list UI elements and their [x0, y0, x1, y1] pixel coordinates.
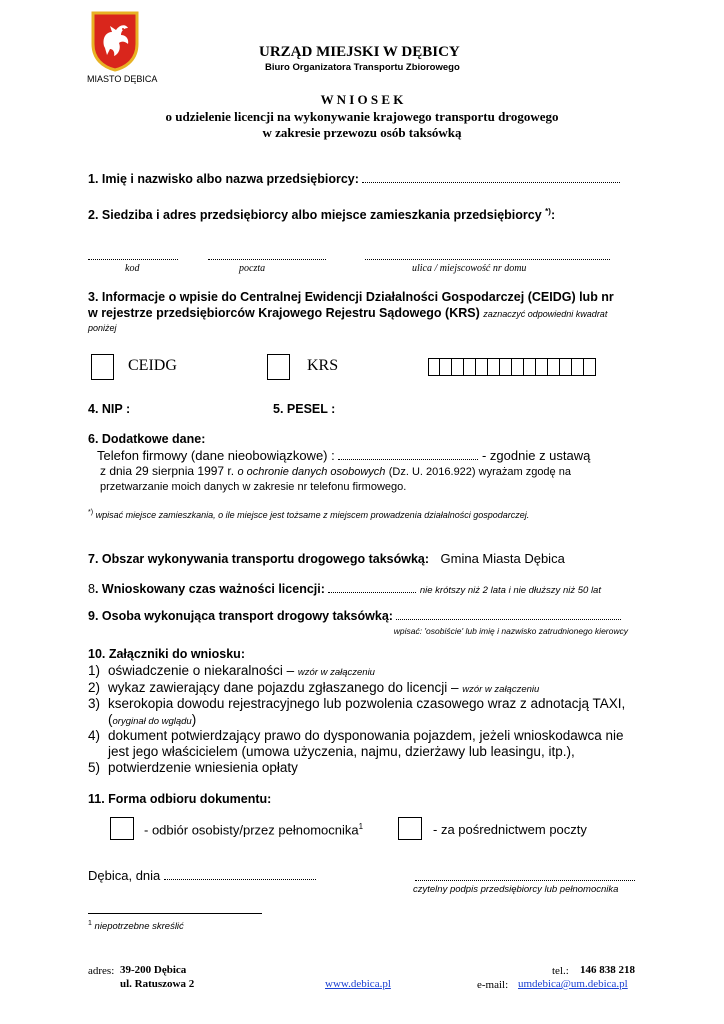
- form-title-line1: o udzielenie licencji na wykonywanie krajowego transportu drogowego: [165, 109, 559, 124]
- footer-email-link[interactable]: umdebica@um.debica.pl: [518, 978, 628, 990]
- law-name: o ochronie danych osobowych: [237, 466, 386, 478]
- footnote-divider: [88, 913, 262, 914]
- attachment-note: wzór w załączeniu: [297, 667, 375, 678]
- krs-number-grid[interactable]: [428, 358, 596, 376]
- section3-line2-text: w rejestrze przedsiębiorców Krajowego Rejestru Sądowego (KRS): [88, 306, 480, 320]
- phone-label: Telefon firmowy (dane nieobowiązkowe) :: [97, 448, 335, 463]
- phone-line: [97, 448, 590, 463]
- section6-label: 6. Dodatkowe dane:: [88, 432, 206, 446]
- section11-label: 11. Forma odbioru dokumentu:: [88, 792, 272, 806]
- date-field[interactable]: [164, 870, 316, 880]
- postal-delivery-label: - za pośrednictwem poczty: [433, 822, 587, 837]
- attachment-item: 1) oświadczenie o niekaralności – wzór w załączeniu: [87, 663, 375, 678]
- section2-label: [88, 207, 555, 222]
- personal-pickup-text: - odbiór osobisty/przez pełnomocnika: [144, 822, 359, 838]
- attachment-item: 3) kserokopia dowodu rejestracyjnego lub pozwolenia czasowego wraz z adnotacją TAXI,: [87, 696, 626, 711]
- attachment-note: wzór w załączeniu: [462, 684, 540, 695]
- section7-line: [88, 551, 565, 566]
- postal-delivery-checkbox[interactable]: [398, 817, 422, 840]
- krs-checkbox[interactable]: [267, 354, 290, 380]
- post-office-field[interactable]: [208, 250, 326, 260]
- section3-line2: [88, 306, 607, 320]
- postal-code-field[interactable]: [88, 250, 178, 260]
- section8-line: [88, 582, 601, 596]
- section3-line1: 3. Informacje o wpisie do Centralnej Ewidencji Działalności Gospodarczej (CEIDG) lub nr: [88, 290, 614, 304]
- city-label: MIASTO DĘBICA: [87, 74, 158, 84]
- phone-field[interactable]: [338, 450, 478, 460]
- post-office-caption: poczta: [239, 263, 266, 274]
- attachment-item: jest jego właścicielem (umowa użyczenia, najmu, dzierżawy lub leasingu, itp.),: [108, 744, 575, 759]
- footnote1: [88, 920, 184, 932]
- name-field[interactable]: [362, 173, 620, 183]
- signature-field[interactable]: [415, 871, 635, 881]
- attachment-item: 5) potwierdzenie wniesienia opłaty: [87, 760, 298, 775]
- form-title-line2: w zakresie przewozu osób taksówką: [262, 125, 462, 140]
- area-value: Gmina Miasta Dębica: [440, 551, 565, 566]
- pesel-label: 5. PESEL :: [273, 402, 336, 416]
- footnote1-mark: 1: [88, 920, 92, 927]
- residence-footnote: [88, 509, 529, 520]
- krs-label: KRS: [307, 357, 339, 374]
- personal-pickup-checkbox[interactable]: [110, 817, 134, 840]
- footer-website-link[interactable]: www.debica.pl: [325, 978, 391, 990]
- residence-footnote-mark: *): [88, 509, 94, 516]
- section7-label: 7. Obszar wykonywania transportu drogowego taksówką:: [88, 552, 430, 566]
- validity-hint: nie krótszy niż 2 lata i nie dłuższy niż 50 lat: [419, 585, 601, 596]
- law-reference: (Dz. U. 2016.922) wyrażam zgodę na: [388, 466, 571, 478]
- street-field[interactable]: [365, 250, 610, 260]
- postal-code-caption: kod: [125, 263, 140, 274]
- footer-tel: 146 838 218: [580, 964, 635, 976]
- personal-pickup-sup: 1: [358, 822, 364, 831]
- consent-line: przetwarzanie moich danych w zakresie nr telefonu firmowego.: [100, 481, 407, 493]
- coat-of-arms-logo: [90, 10, 140, 72]
- phone-suffix: - zgodnie z ustawą: [481, 448, 591, 463]
- office-title: URZĄD MIEJSKI W DĘBICY: [259, 44, 460, 60]
- validity-field[interactable]: [328, 583, 416, 593]
- date-label: Dębica, dnia: [88, 868, 161, 883]
- section8-num: 8: [88, 582, 95, 596]
- office-subtitle: Biuro Organizatora Transportu Zbiorowego: [265, 62, 460, 73]
- footer-address-label: adres:: [88, 965, 115, 977]
- residence-footnote-text: wpisać miejsce zamieszkania, o ile miejsce jest tożsame z miejscem prowadzenia działalności gospodarczej.: [95, 510, 530, 520]
- footer-address-line1: 39-200 Dębica: [120, 964, 187, 976]
- footer-address-line2: ul. Ratuszowa 2: [120, 978, 195, 990]
- ceidg-label: CEIDG: [128, 357, 177, 374]
- ceidg-checkbox[interactable]: [91, 354, 114, 380]
- driver-hint: wpisać: 'osobiście' lub imię i nazwisko zatrudnionego kierowcy: [393, 626, 628, 636]
- section8-label: . Wnioskowany czas ważności licencji:: [94, 582, 325, 596]
- footer-email-label: e-mail:: [477, 979, 509, 991]
- form-heading: W N I O S E K: [320, 92, 404, 107]
- law-line: [100, 464, 571, 478]
- section9-label: 9. Osoba wykonująca transport drogowy taksówką:: [88, 609, 393, 623]
- section2-label-text: 2. Siedziba i adres przedsiębiorcy albo miejsce zamieszkania przedsiębiorcy: [88, 208, 542, 223]
- section2-colon: :: [550, 208, 556, 223]
- section3-hint-continued: poniżej: [88, 323, 117, 333]
- section9-line: [88, 609, 621, 623]
- footnote1-text: niepotrzebne skreślić: [94, 921, 184, 933]
- nip-label: 4. NIP :: [88, 402, 131, 416]
- attachment-item: 4) dokument potwierdzający prawo do dysponowania pojazdem, jeżeli wnioskodawca nie: [87, 728, 624, 743]
- section1-label-text: 1. Imię i nazwisko albo nazwa przedsiębiorcy:: [88, 172, 359, 186]
- signature-caption: czytelny podpis przedsiębiorcy lub pełnomocnika: [413, 884, 619, 895]
- attachment-item: (oryginał do wglądu): [108, 712, 197, 727]
- law-date: z dnia 29 sierpnia 1997 r.: [100, 464, 235, 478]
- driver-field[interactable]: [396, 610, 621, 620]
- attachment-note: oryginał do wglądu: [112, 716, 192, 727]
- section2-mark: *): [545, 207, 551, 216]
- section1-label: [88, 172, 620, 186]
- street-caption: ulica / miejscowość nr domu: [412, 263, 527, 274]
- attachment-item: 2) wykaz zawierający dane pojazdu zgłaszanego do licencji – wzór w załączeniu: [87, 680, 540, 695]
- section10-label: 10. Załączniki do wniosku:: [88, 647, 245, 661]
- section3-hint: zaznaczyć odpowiedni kwadrat: [483, 309, 608, 319]
- date-line: [88, 868, 316, 883]
- footer-tel-label: tel.:: [552, 965, 569, 977]
- personal-pickup-label: [144, 822, 363, 837]
